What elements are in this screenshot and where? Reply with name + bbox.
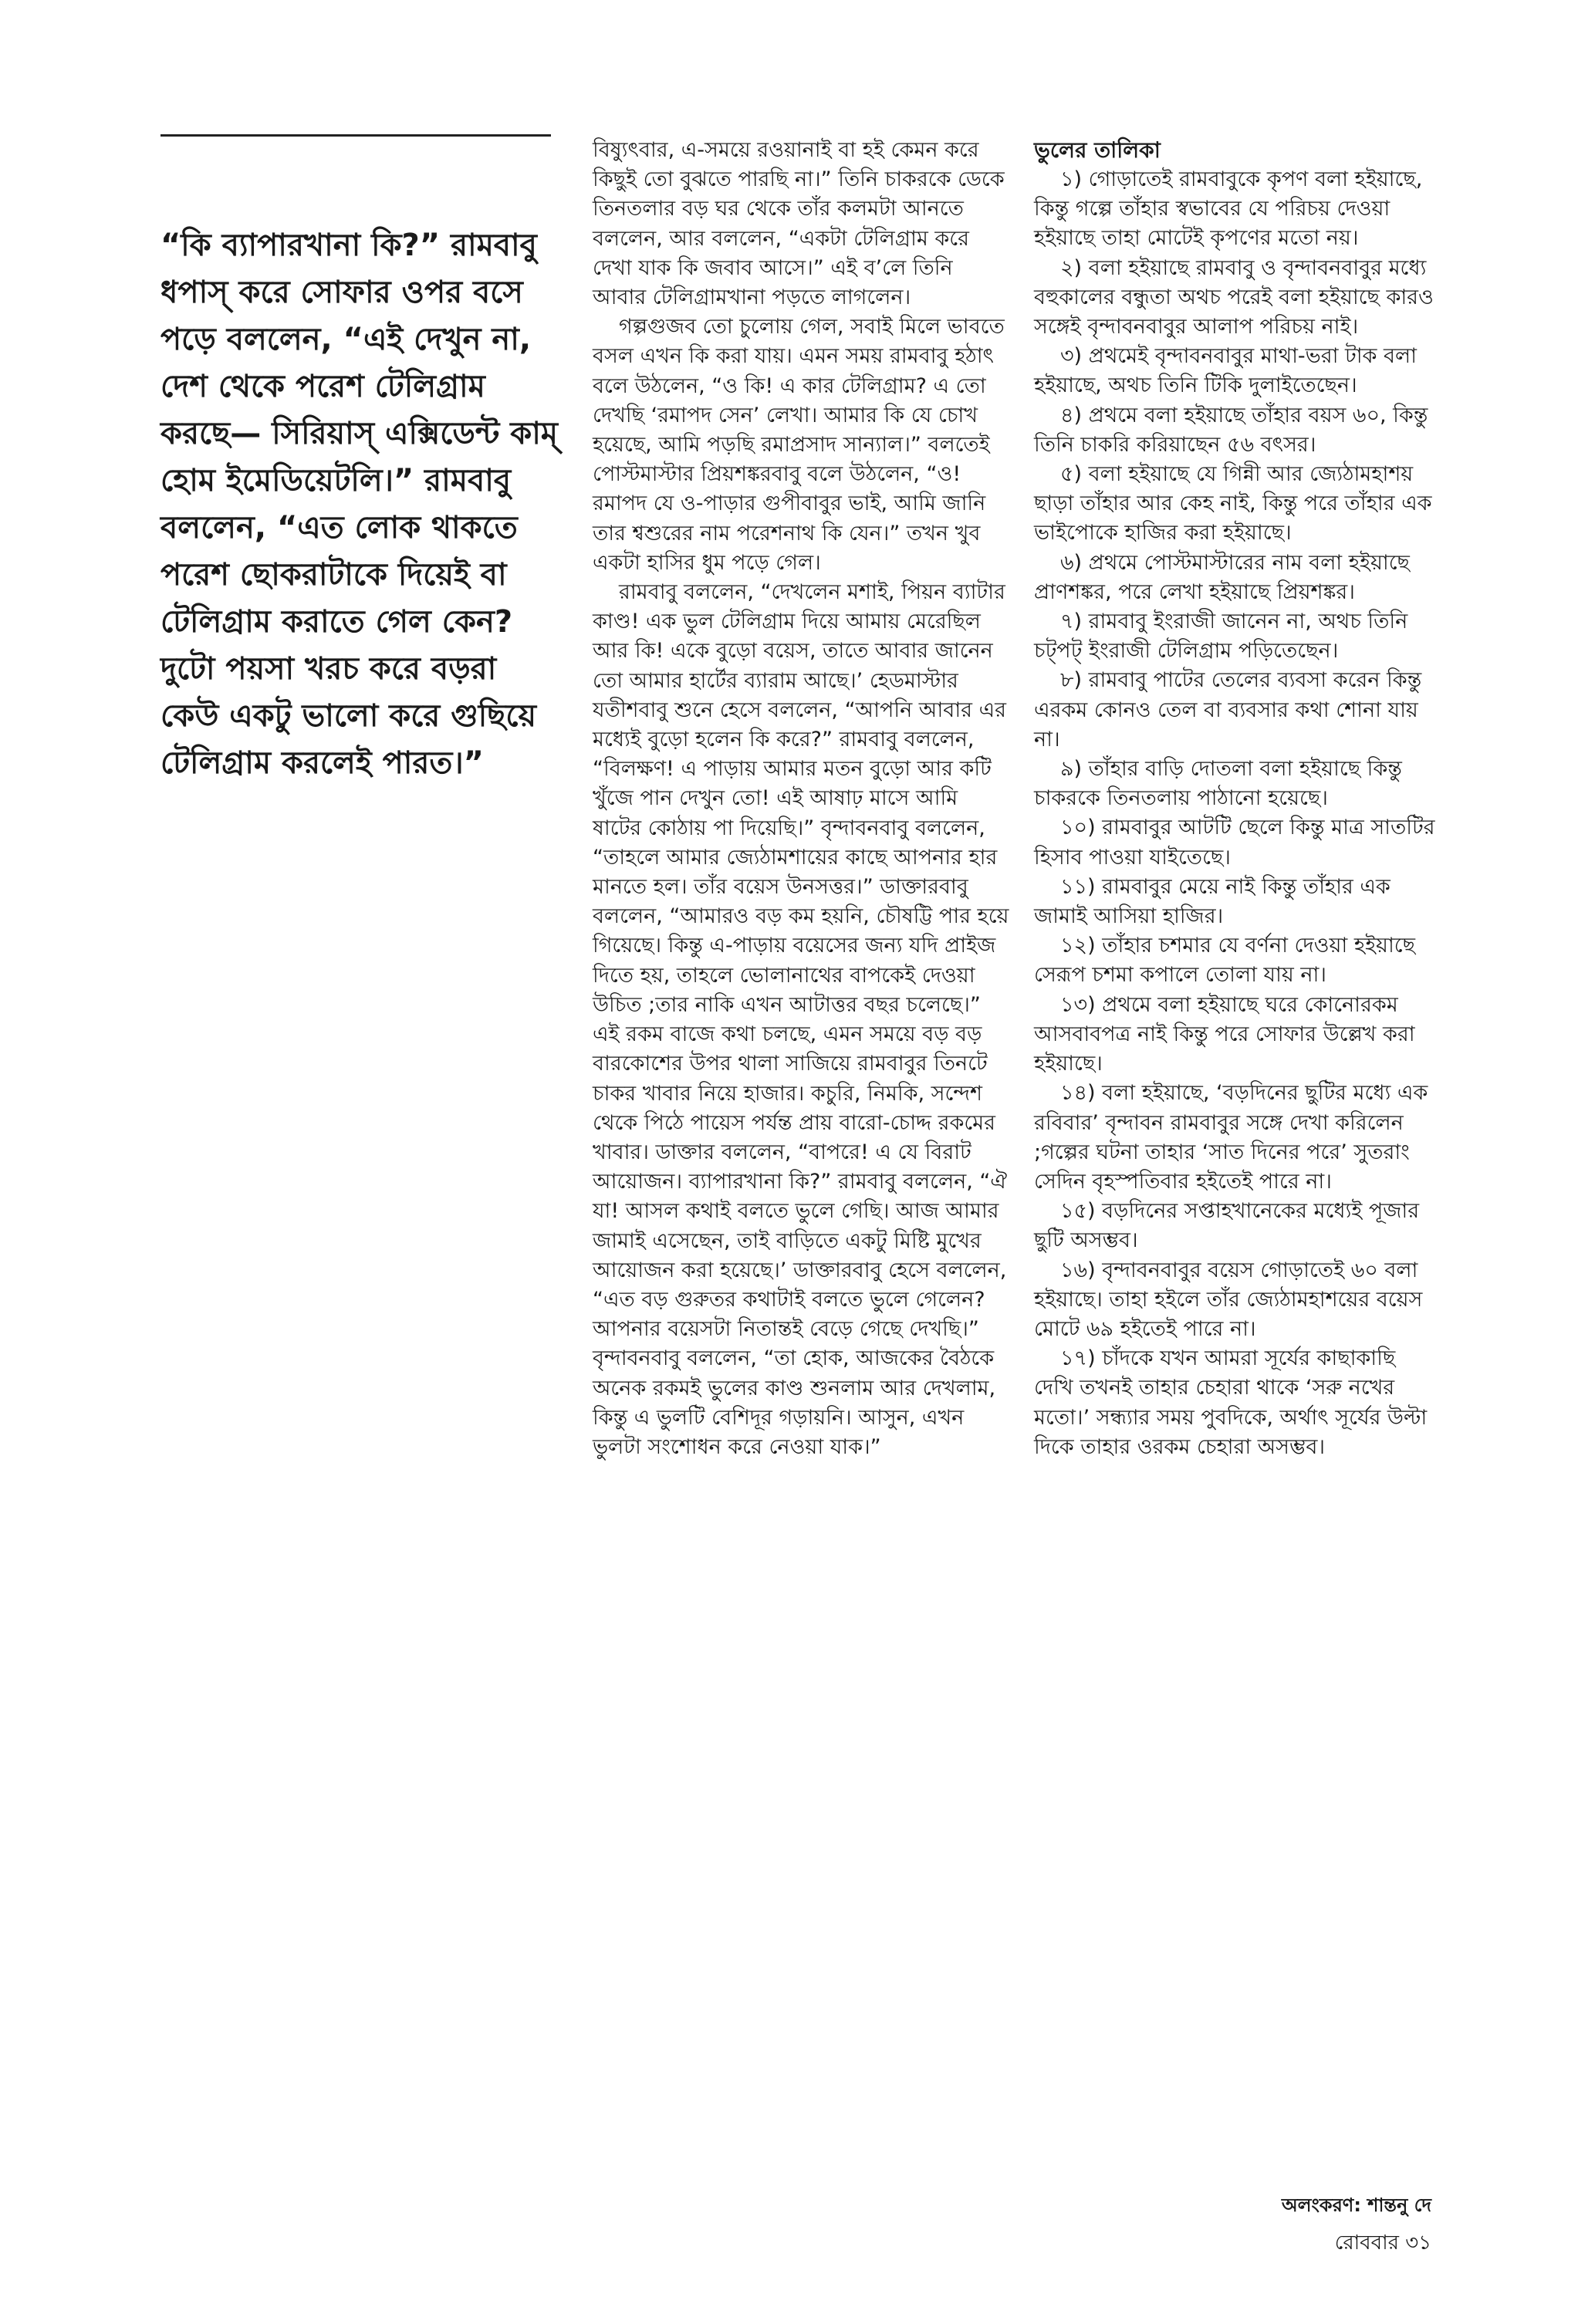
mistake-item: ৪) প্রথমে বলা হইয়াছে তাঁহার বয়স ৬০, কিন্তু তিনি চাকরি করিয়াছেন ৫৬ বৎসর। bbox=[1034, 403, 1428, 457]
mistake-item: ১) গোড়াতেই রামবাবুকে কৃপণ বলা হইয়াছে, কিন্তু গল্পে তাঁহার স্বভাবের যে পরিচয় দেওয়া হইয়াছে তাহা মোটেই কৃপণের মতো নয়। bbox=[1034, 167, 1423, 251]
illustration-credit: অলংকরণ: শান্তনু দে bbox=[1281, 2194, 1431, 2216]
mistake-item: ১৩) প্রথমে বলা হইয়াছে ঘরে কোনোরকম আসবাবপত্র নাই কিন্তু পরে সোফার উল্লেখ করা হইয়াছে। bbox=[1034, 992, 1415, 1076]
pull-quote-rule bbox=[161, 134, 551, 137]
story-paragraph: বিষ্যুৎবার, এ-সময়ে রওয়ানাই বা হই কেমন করে কিছুই তো বুঝতে পারছি না।” তিনি চাকরকে ডেকে তিনতলার বড় ঘর থেকে তাঁর কলমটা আনতে বললেন, আর বললেন, “একটা টেলিগ্রাম করে দেখা যাক কি জবাব আসে।” এই ব’লে তিনি আবার টেলিগ্রামখানা পড়তে লাগলেন। bbox=[593, 138, 1005, 310]
mistake-item: ১৪) বলা হইয়াছে, ‘বড়দিনের ছুটির মধ্যে এক রবিবার’ বৃন্দাবন রামবাবুর সঙ্গে দেখা করিলেন ;গল্পের ঘটনা তাহার ‘সাত দিনের পরে’ সুতরাং সেদিন বৃহস্পতিবার হইতেই পারে না। bbox=[1034, 1081, 1428, 1194]
mistakes-heading: ভুলের তালিকা bbox=[1034, 137, 1161, 163]
mistakes-list-column bbox=[1034, 136, 1435, 1462]
story-paragraph: রামবাবু বললেন, “দেখলেন মশাই, পিয়ন ব্যাটার কাণ্ড! এক ভুল টেলিগ্রাম দিয়ে আমায় মেরেছিল আর কি! একে বুড়ো বয়েস, তাতে আবার জানেন তো আমার হার্টের ব্যারাম আছে।’ হেডমাস্টার যতীশবাবু শুনে হেসে বললেন, “আপনি আবার এর মধ্যেই বুড়ো হলেন কি করে?” রামবাবু বললেন, “বিলক্ষণ! এ পাড়ায় আমার মতন বুড়ো আর কটি খুঁজে পান দেখুন তো! এই আষাঢ় মাসে আমি ষাটের কোঠায় পা দিয়েছি।” বৃন্দাবনবাবু বললেন, “তাহলে আমার জ্যেঠামশায়ের কাছে আপনার হার মানতে হল। তাঁর বয়েস উনসত্তর।” ডাক্তারবাবু বললেন, “আমারও বড় কম হয়নি, চৌষট্টি পার হয়ে গিয়েছে। কিন্তু এ-পাড়ায় বয়েসের জন্য যদি প্রাইজ দিতে হয়, তাহলে ভোলানাথের বাপকেই দেওয়া উচিত ;তার নাকি এখন আটাত্তর বছর চলেছে।” এই রকম বাজে কথা চলছে, এমন সময়ে বড় বড় বারকোশের উপর থালা সাজিয়ে রামবাবুর তিনটে চাকর খাবার নিয়ে হাজার। কচুরি, নিমকি, সন্দেশ থেকে পিঠে পায়েস পর্যন্ত প্রায় বারো-চোদ্দ রকমের খাবার। ডাক্তার বললেন, “বাপরে! এ যে বিরাট আয়োজন। ব্যাপারখানা কি?” রামবাবু বললেন, “ঐ যা! আসল কথাই বলতে ভুলে গেছি। আজ আমার জামাই এসেছেন, তাই বাড়িতে একটু মিষ্টি মুখের আয়োজন করা হয়েছে।’ ডাক্তারবাবু হেসে বললেন, “এত বড় গুরুতর কথাটাই বলতে ভুলে গেলেন? আপনার বয়েসটা নিতান্তই বেড়ে গেছে দেখছি।” বৃন্দাবনবাবু বললেন, “তা হোক, আজকের বৈঠকে অনেক রকমই ভুলের কাণ্ড শুনলাম আর দেখলাম, কিন্তু এ ভুলটি বেশিদূর গড়ায়নি। আসুন, এখন ভুলটা সংশোধন করে নেওয়া যাক।” bbox=[593, 580, 1009, 1459]
mistake-item: ১৬) বৃন্দাবনবাবুর বয়েস গোড়াতেই ৬০ বলা হইয়াছে। তাহা হইলে তাঁর জ্যেঠামহাশয়ের বয়েস মোটে ৬৯ হইতেই পারে না। bbox=[1034, 1258, 1423, 1341]
mistake-item: ১২) তাঁহার চশমার যে বর্ণনা দেওয়া হইয়াছে সেরূপ চশমা কপালে তোলা যায় না। bbox=[1034, 934, 1416, 988]
mistake-item: ১৫) বড়দিনের সপ্তাহখানেকের মধ্যেই পূজার ছুটি অসম্ভব। bbox=[1034, 1199, 1420, 1253]
story-paragraph: গল্পগুজব তো চুলোয় গেল, সবাই মিলে ভাবতে বসল এখন কি করা যায়। এমন সময় রামবাবু হঠাৎ বলে উঠলেন, “ও কি! এ কার টেলিগ্রাম? এ তো দেখছি ‘রমাপদ সেন’ লেখা। আমার কি যে চোখ হয়েছে, আমি পড়ছি রমাপ্রসাদ সান্যাল।” বলতেই পোস্টমাস্টার প্রিয়শঙ্করবাবু বলে উঠলেন, “ও! রমাপদ যে ও-পাড়ার গুপীবাবুর ভাই, আমি জানি তার শ্বশুরের নাম পরেশনাথ কি যেন।” তখন খুব একটা হাসির ধুম পড়ে গেল। bbox=[593, 315, 1005, 575]
pull-quote: “কি ব্যাপারখানা কি?” রামবাবু ধপাস্ করে সোফার ওপর বসে পড়ে বললেন, “এই দেখুন না, দেশ থেকে পরেশ টেলিগ্রাম করছে— সিরিয়াস্ এক্সিডেন্ট কাম্ হোম ইমেডিয়েটলি।” রামবাবু বললেন, “এত লোক থাকতে পরেশ ছোকরাটাকে দিয়েই বা টেলিগ্রাম করাতে গেল কেন? দুটো পয়সা খরচ করে বড়রা কেউ একটু ভালো করে গুছিয়ে টেলিগ্রাম করলেই পারত।” bbox=[161, 228, 559, 781]
mistake-item: ৮) রামবাবু পাটের তেলের ব্যবসা করেন কিন্তু এরকম কোনও তেল বা ব্যবসার কথা শোনা যায় না। bbox=[1034, 668, 1422, 752]
mistake-item: ২) বলা হইয়াছে রামবাবু ও বৃন্দাবনবাবুর মধ্যে বহুকালের বন্ধুতা অথচ পরেই বলা হইয়াছে কারও সঙ্গেই বৃন্দাবনবাবুর আলাপ পরিচয় নাই। bbox=[1034, 255, 1434, 339]
mistake-item: ৯) তাঁহার বাড়ি দোতলা বলা হইয়াছে কিন্তু চাকরকে তিনতলায় পাঠানো হয়েছে। bbox=[1034, 757, 1402, 811]
page-folio: রোববার ৩১ bbox=[1334, 2231, 1431, 2255]
mistake-item: ১৭) চাঁদকে যখন আমরা সূর্যের কাছাকাছি দেখি তখনই তাহার চেহারা থাকে ‘সরু নখের মতো।’ সন্ধ্যার সময় পুবদিকে, অর্থাৎ সূর্যের উল্টা দিকে তাহার ওরকম চেহারা অসম্ভব। bbox=[1034, 1346, 1428, 1459]
mistake-item: ৫) বলা হইয়াছে যে গিন্নী আর জ্যেঠামহাশয় ছাড়া তাঁহার আর কেহ নাই, কিন্তু পরে তাঁহার এক ভাইপোকে হাজির করা হইয়াছে। bbox=[1034, 462, 1432, 546]
story-column-middle bbox=[593, 136, 1009, 1462]
mistake-item: ১১) রামবাবুর মেয়ে নাই কিন্তু তাঁহার এক জামাই আসিয়া হাজির। bbox=[1034, 874, 1391, 929]
mistake-item: ১০) রামবাবুর আটটি ছেলে কিন্তু মাত্র সাতটির হিসাব পাওয়া যাইতেছে। bbox=[1034, 816, 1435, 870]
mistake-item: ৬) প্রথমে পোস্টমাস্টারের নাম বলা হইয়াছে প্রাণশঙ্কর, পরে লেখা হইয়াছে প্রিয়শঙ্কর। bbox=[1034, 550, 1410, 604]
mistake-item: ৭) রামবাবু ইংরাজী জানেন না, অথচ তিনি চট্পট্ ইংরাজী টেলিগ্রাম পড়িতেছেন। bbox=[1034, 610, 1408, 664]
mistake-item: ৩) প্রথমেই বৃন্দাবনবাবুর মাথা-ভরা টাক বলা হইয়াছে, অথচ তিনি টিকি দুলাইতেছেন। bbox=[1034, 344, 1418, 398]
